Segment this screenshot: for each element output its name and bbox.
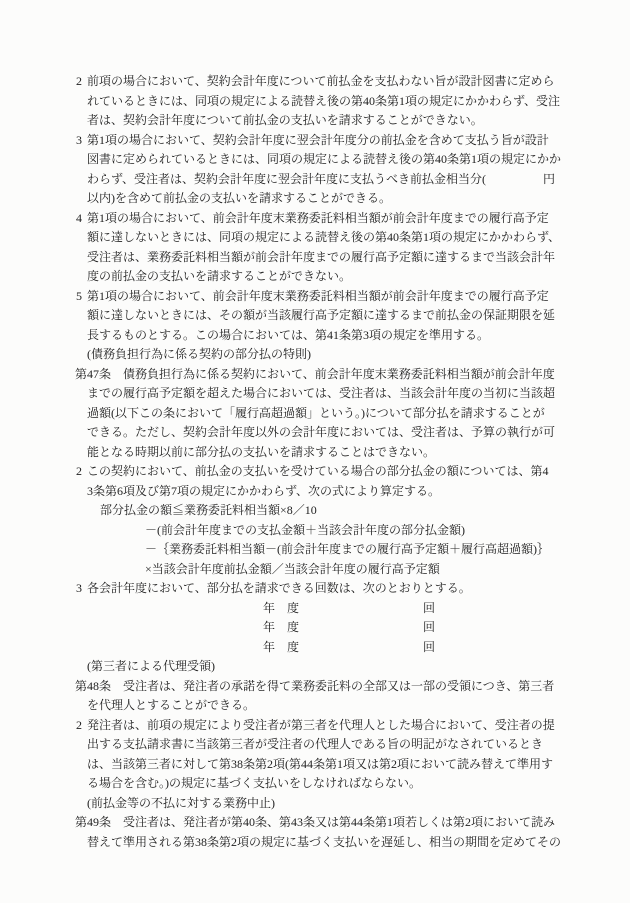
item-number: 3: [76, 132, 82, 147]
text-line: 能となる時期以前に部分払の支払いを請求することはできない。: [87, 444, 436, 459]
section-heading-line: (第三者による代理受領): [87, 659, 215, 673]
fill-in-row: [0, 599, 630, 619]
section-heading-line: (債務負担行為に係る契約の部分払の特則): [87, 347, 311, 361]
item-number: 2: [76, 464, 82, 478]
item-number: 4: [76, 210, 82, 225]
count-label: 回: [423, 620, 436, 634]
count-label: 回: [423, 639, 436, 654]
article-text: 受注者は、発注者が第40条、第43条又は第44条第1項若しくは第2項において読み: [123, 815, 556, 829]
clause-item-line: [0, 579, 630, 599]
text-line: 額に達しないときには、その額が当該履行高予定額に達するまで前払金の保証期限を延: [87, 308, 556, 322]
text-line: 図書に定められているときには、同項の規定による読替え後の第40条第1項の規定にかか: [87, 152, 562, 166]
article-number: 第49条: [75, 815, 124, 829]
item-text: 第1項の場合において、前会計年度末業務委託料相当額が前会計年度までの履行高予定: [87, 210, 549, 225]
clause-item-line: [0, 131, 630, 151]
text-line: 長するものとする。この場合においては、第41条第3項の規定を準用する。: [87, 327, 490, 342]
item-text: この契約において、前払金の支払いを受けている場合の部分払金の額については、第4: [87, 464, 549, 478]
item-number: 2: [76, 717, 82, 732]
clause-item-line: [0, 209, 630, 229]
text-line: を代理人とすることができる。: [87, 698, 256, 712]
section-heading-line: (前払金等の不払に対する業務中止): [87, 795, 275, 810]
fiscal-year-label: 年 度: [263, 639, 300, 654]
article-text: 債務負担行為に係る契約において、前会計年度末業務委託料相当額が前会計年度: [123, 366, 555, 381]
text-line: 過額(以下この条において「履行高超過額」という。)について部分払を請求することが: [87, 405, 545, 420]
fill-in-row: [0, 618, 630, 638]
formula-line: －(前会計年度までの支払金額＋当該会計年度の部分払金額): [145, 522, 465, 537]
article-text: 受注者は、発注者の承諾を得て業務委託料の全部又は一部の受領につき、第三者: [123, 678, 555, 693]
text-line: は、当該第三者に対して第38条第2項(第44条第1項又は第2項において読み替えて準用す: [87, 756, 553, 771]
article-line: [0, 365, 630, 385]
clause-item-line: [0, 462, 630, 482]
item-number: 3: [76, 581, 82, 595]
formula-line: －｛業務委託料相当額－(前会計年度までの履行高予定額＋履行高超過額)｝: [145, 542, 549, 556]
article-line: [0, 813, 630, 833]
item-number: 2: [76, 74, 82, 88]
article-number: 第47条: [75, 366, 124, 381]
formula-line: ×当該会計年度前払金額／当該会計年度の履行高予定額: [145, 561, 440, 576]
text-line: れているときには、同項の規定による読替え後の第40条第1項の規定にかかわらず、受注: [87, 93, 561, 108]
yen-suffix: 円: [542, 171, 555, 186]
text-line: 者は、契約会計年度について前払金の支払いを請求することができない。: [87, 113, 483, 127]
fiscal-year-label: 年 度: [263, 620, 300, 634]
fiscal-year-label: 年 度: [263, 600, 300, 615]
text-line: る場合を含む。)の規定に基づく支払いをしなければならない。: [87, 776, 421, 790]
item-text: 各会計年度において、部分払を請求できる回数は、次のとおりとする。: [87, 581, 471, 595]
count-label: 回: [423, 600, 436, 615]
text-line: できる。ただし、契約会計年度以外の会計年度においては、受注者は、予算の執行が可: [87, 425, 556, 439]
item-text: 発注者は、前項の規定により受注者が第三者を代理人とした場合において、受注者の提: [87, 717, 555, 732]
text-line: 3条第6項及び第7項の規定にかかわらず、次の式により算定する。: [87, 483, 441, 498]
fill-in-line: [0, 170, 555, 190]
clause-item-line: [0, 287, 630, 307]
item-text: 前項の場合において、契約会計年度について前払金を支払わない旨が設計図書に定めら: [87, 74, 555, 88]
article-number: 第48条: [75, 678, 124, 693]
text-line: までの履行高予定額を超えた場合においては、受注者は、当該会計年度の当初に当該超: [87, 386, 556, 400]
item-number: 5: [76, 288, 82, 303]
text-line: 替えて準用される第38条第2項の規定に基づく支払いを遅延し、相当の期間を定めてその: [87, 834, 562, 849]
item-text: 第1項の場合において、前会計年度末業務委託料相当額が前会計年度までの履行高予定: [87, 288, 549, 303]
text-line: 出する支払請求書に当該第三者が受注者の代理人である旨の明記がなされているとき: [87, 737, 544, 751]
clause-item-line: [0, 716, 630, 736]
formula-line: 部分払金の額≦業務委託料相当額×8／10: [100, 503, 317, 517]
article-line: [0, 677, 630, 697]
line-text: わらず、受注者は、契約会計年度に翌会計年度に支払うべき前払金相当分(: [87, 171, 487, 186]
item-text: 第1項の場合において、契約会計年度に翌会計年度分の前払金を含めて支払う旨が設計: [87, 132, 549, 147]
clause-item-line: [0, 72, 630, 92]
text-line: 額に達しないときには、同項の規定による読替え後の第40条第1項の規定にかかわらず、: [87, 230, 561, 244]
fill-in-row: [0, 638, 630, 658]
text-line: 以内)を含めて前払金の支払いを請求することができる。: [87, 191, 391, 205]
text-line: 受注者は、業務委託料相当額が前会計年度までの履行高予定額に達するまで当該会計年: [87, 249, 556, 264]
text-line: 度の前払金の支払いを請求することができない。: [87, 269, 352, 283]
